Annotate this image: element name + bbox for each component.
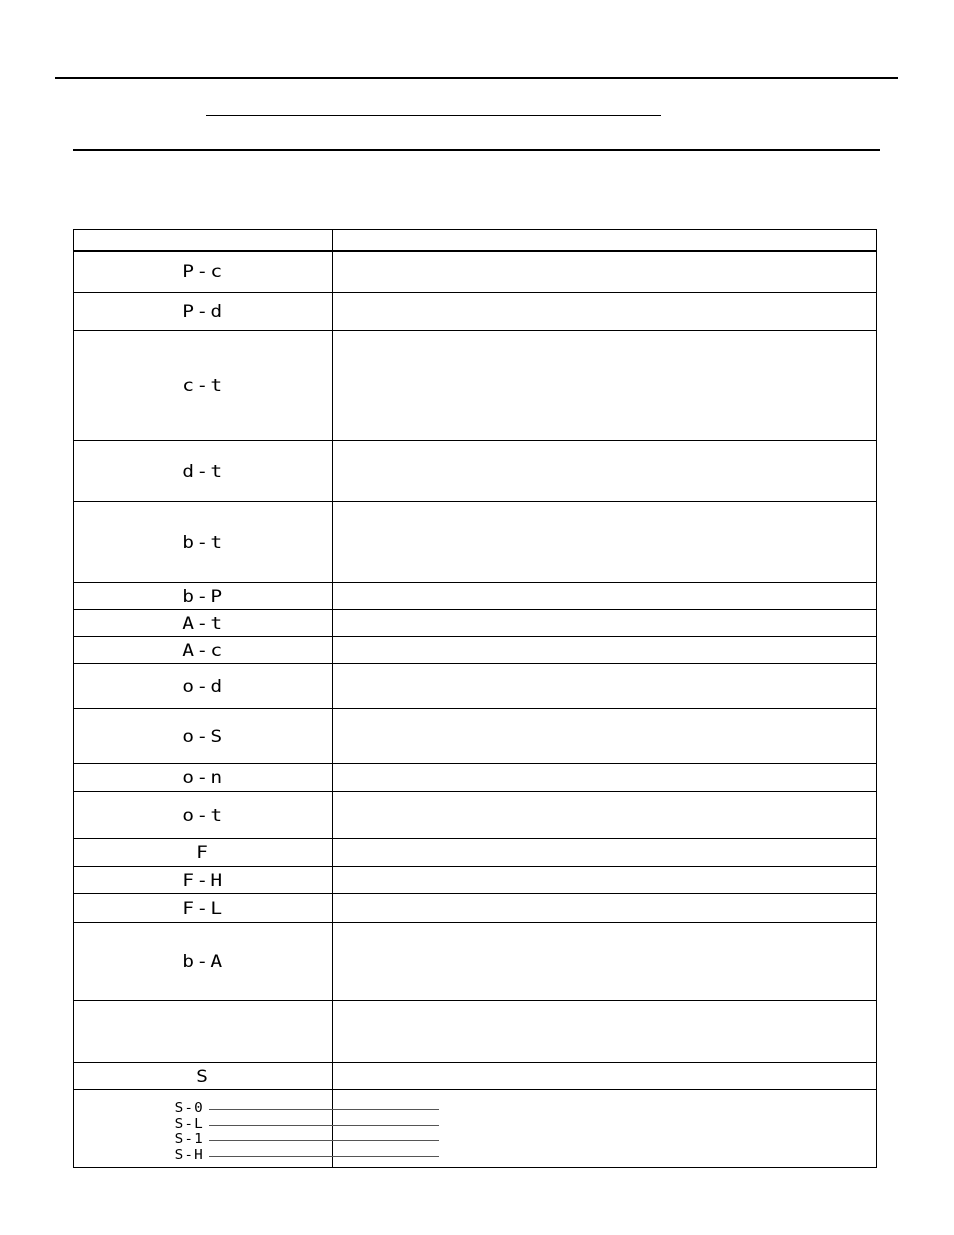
display-code: S-0 bbox=[174, 1100, 204, 1116]
description-cell bbox=[333, 1001, 877, 1063]
display-code: A-t bbox=[181, 613, 225, 634]
table-header-row bbox=[74, 230, 877, 251]
table-row bbox=[74, 502, 877, 583]
table-row bbox=[74, 331, 877, 441]
display-code: o-t bbox=[181, 805, 225, 826]
description-cell bbox=[333, 764, 877, 792]
display-code: b-t bbox=[181, 532, 225, 553]
display-code: S-H bbox=[174, 1147, 204, 1163]
table-row bbox=[74, 894, 877, 923]
table-row bbox=[74, 637, 877, 664]
section-rule bbox=[73, 149, 880, 151]
list-item bbox=[176, 1117, 202, 1132]
table-row bbox=[74, 923, 877, 1001]
top-rule bbox=[55, 77, 898, 79]
leader-line bbox=[209, 1125, 439, 1126]
table-row bbox=[74, 867, 877, 894]
description-cell bbox=[333, 331, 877, 441]
table-row bbox=[74, 293, 877, 331]
description-cell bbox=[333, 709, 877, 764]
display-code: c-t bbox=[181, 376, 225, 396]
description-cell bbox=[333, 502, 877, 583]
table-row bbox=[74, 441, 877, 502]
display-code: o-S bbox=[181, 726, 225, 747]
display-code: b-A bbox=[181, 952, 225, 972]
display-code: P-c bbox=[181, 262, 225, 283]
description-cell bbox=[333, 792, 877, 839]
table-row bbox=[74, 1063, 877, 1090]
leader-line bbox=[209, 1109, 439, 1110]
table-row bbox=[74, 764, 877, 792]
leader-line bbox=[209, 1140, 439, 1141]
table-row bbox=[74, 792, 877, 839]
display-code: P-d bbox=[181, 302, 225, 322]
description-cell bbox=[333, 610, 877, 637]
list-item bbox=[176, 1101, 202, 1116]
display-code: A-c bbox=[181, 640, 225, 661]
display-code: F-L bbox=[181, 898, 225, 919]
list-item bbox=[176, 1132, 202, 1147]
header-cell-description bbox=[333, 230, 877, 251]
description-cell bbox=[333, 664, 877, 709]
header-cell-code bbox=[74, 230, 333, 251]
description-cell bbox=[333, 1063, 877, 1090]
description-cell bbox=[333, 637, 877, 664]
description-cell bbox=[333, 583, 877, 610]
list-item bbox=[176, 1148, 202, 1163]
table-row bbox=[74, 251, 877, 293]
description-cell bbox=[333, 441, 877, 502]
table-row bbox=[74, 610, 877, 637]
description-cell bbox=[333, 839, 877, 867]
display-code: o-d bbox=[181, 676, 225, 697]
display-code: F-H bbox=[181, 870, 225, 891]
display-code: d-t bbox=[181, 461, 225, 482]
sub-code-list bbox=[74, 1091, 332, 1167]
description-cell bbox=[333, 251, 877, 293]
display-code: F bbox=[195, 843, 211, 863]
table-row bbox=[74, 664, 877, 709]
table-row bbox=[74, 583, 877, 610]
description-cell bbox=[333, 923, 877, 1001]
display-code-table bbox=[73, 229, 877, 1168]
table-row bbox=[74, 709, 877, 764]
title-underline bbox=[206, 115, 661, 116]
table-row bbox=[74, 839, 877, 867]
display-code: S-L bbox=[174, 1116, 204, 1132]
display-code: o-n bbox=[181, 768, 225, 788]
display-code: S bbox=[195, 1066, 211, 1087]
description-cell bbox=[333, 293, 877, 331]
display-code: b-P bbox=[181, 586, 225, 607]
table-row-sub-codes bbox=[74, 1090, 877, 1168]
leader-line bbox=[209, 1156, 439, 1157]
table-row bbox=[74, 1001, 877, 1063]
description-cell bbox=[333, 894, 877, 923]
display-code: S-1 bbox=[174, 1131, 204, 1147]
description-cell bbox=[333, 867, 877, 894]
